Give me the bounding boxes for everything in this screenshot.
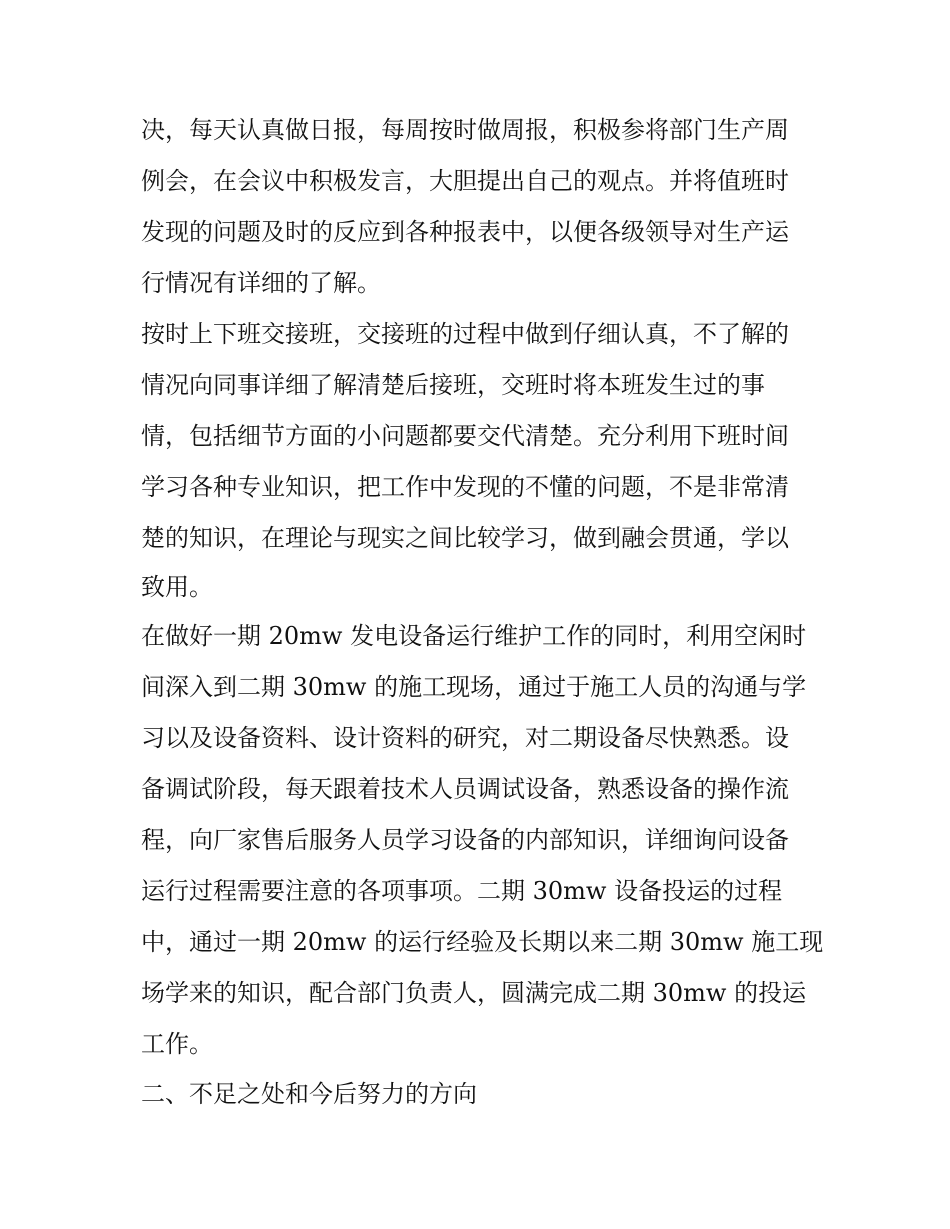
- text-line: 运行过程需要注意的各项事项。二期 30mw 设备投运的过程: [141, 877, 783, 905]
- text-line: 在做好一期 20mw 发电设备运行维护工作的同时，利用空闲时: [141, 622, 807, 650]
- text-line: 备调试阶段，每天跟着技术人员调试设备，熟悉设备的操作流: [141, 775, 789, 803]
- text-line: 发现的问题及时的反应到各种报表中，以便各级领导对生产运: [141, 218, 789, 246]
- section-heading: 二、不足之处和今后努力的方向: [141, 1080, 477, 1108]
- text-line: 楚的知识，在理论与现实之间比较学习，做到融会贯通，学以: [141, 524, 789, 552]
- text-line: 中，通过一期 20mw 的运行经验及长期以来二期 30mw 施工现: [141, 928, 824, 956]
- text-line: 程，向厂家售后服务人员学习设备的内部知识，详细询问设备: [141, 826, 789, 854]
- text-line: 按时上下班交接班，交接班的过程中做到仔细认真，不了解的: [141, 320, 789, 348]
- text-line: 情，包括细节方面的小问题都要交代清楚。充分利用下班时间: [141, 422, 789, 450]
- text-line: 间深入到二期 30mw 的施工现场，通过于施工人员的沟通与学: [141, 673, 807, 701]
- text-line: 学习各种专业知识，把工作中发现的不懂的问题，不是非常清: [141, 473, 789, 501]
- text-line: 例会，在会议中积极发言，大胆提出自己的观点。并将值班时: [141, 167, 789, 195]
- text-line: 习以及设备资料、设计资料的研究，对二期设备尽快熟悉。设: [141, 724, 789, 752]
- text-line: 致用。: [141, 573, 213, 601]
- text-line: 行情况有详细的了解。: [141, 269, 381, 297]
- text-line: 决，每天认真做日报，每周按时做周报，积极参将部门生产周: [141, 116, 789, 144]
- text-line: 工作。: [141, 1030, 213, 1058]
- text-line: 情况向同事详细了解清楚后接班，交班时将本班发生过的事: [141, 371, 765, 399]
- text-line: 场学来的知识，配合部门负责人，圆满完成二期 30mw 的投运: [141, 979, 807, 1007]
